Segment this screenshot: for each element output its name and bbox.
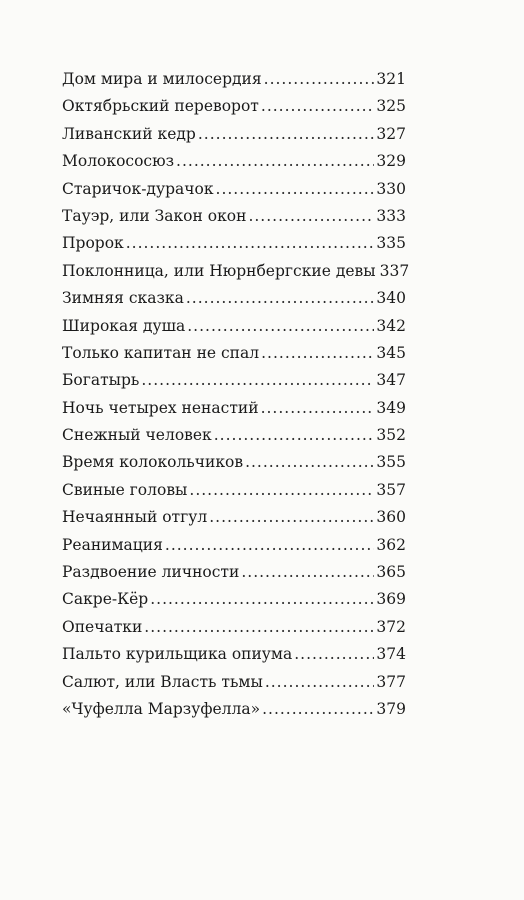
dot-leader — [186, 285, 375, 312]
toc-entry-page: 347 — [376, 371, 406, 390]
toc-entry-title: Раздвоение личности — [62, 563, 240, 582]
dot-leader — [294, 641, 374, 668]
toc-entry-page: 360 — [376, 508, 406, 527]
toc-entry — [62, 504, 406, 531]
toc-entry — [62, 532, 406, 559]
toc-entry-title: Нечаянный отгул — [62, 508, 208, 527]
toc-entry-page: 327 — [376, 124, 406, 143]
dot-leader — [261, 340, 374, 367]
toc-entry — [62, 367, 406, 394]
toc-entry-title: Богатырь — [62, 371, 140, 390]
toc-entry-title: Свиные головы — [62, 480, 188, 499]
toc-entry-page: 321 — [376, 70, 406, 88]
toc-entry-title: Тауэр, или Закон окон — [62, 206, 247, 225]
toc-entry-page: 335 — [376, 234, 406, 253]
toc-entry — [62, 422, 406, 449]
dot-leader — [241, 559, 374, 586]
toc-entry-page: 337 — [379, 261, 410, 280]
dot-leader — [214, 422, 375, 449]
toc-entry — [62, 340, 406, 367]
dot-leader — [262, 696, 374, 723]
toc-entry — [62, 669, 406, 696]
dot-leader — [198, 121, 375, 148]
toc-entry-title: Пальто курильщика опиума — [62, 645, 293, 664]
dot-leader — [144, 614, 374, 641]
toc-entry-page: 333 — [376, 206, 406, 225]
toc-entry — [62, 148, 406, 175]
toc-entry — [62, 203, 406, 230]
toc-entry-title: Дом мира и милосердия — [62, 70, 262, 88]
toc-entry-title: Зимняя сказка — [62, 289, 184, 308]
toc-entry — [62, 66, 406, 93]
toc-entry-title: Ливанский кедр — [62, 124, 196, 143]
toc-entry — [62, 449, 406, 476]
toc-entry — [62, 285, 406, 312]
toc-entry — [62, 176, 406, 203]
toc-entry-title: Пророк — [62, 234, 124, 253]
toc-entry-title: Сакре-Кёр — [62, 590, 149, 609]
toc-entry-title: Широкая душа — [62, 316, 186, 335]
toc-entry-page: 369 — [376, 590, 406, 609]
toc-entry — [62, 313, 406, 340]
toc-entry-title: Салют, или Власть тьмы — [62, 672, 263, 691]
toc-entry-title: Снежный человек — [62, 426, 212, 445]
toc-entry-page: 355 — [376, 453, 406, 472]
dot-leader — [126, 230, 375, 257]
toc-entry-page: 379 — [376, 699, 406, 718]
dot-leader — [265, 669, 375, 696]
dot-leader — [261, 93, 375, 120]
toc-entry-title: Старичок-дурачок — [62, 179, 214, 198]
toc-entry-title: «Чуфелла Марзуфелла» — [62, 699, 261, 718]
table-of-contents — [62, 66, 410, 723]
toc-entry — [62, 641, 406, 668]
toc-entry-title: Ночь четырех ненастий — [62, 398, 259, 417]
toc-entry — [62, 477, 406, 504]
dot-leader — [261, 395, 375, 422]
toc-entry-title: Октябрьский переворот — [62, 97, 259, 116]
toc-entry — [62, 121, 406, 148]
toc-entry-page: 342 — [376, 316, 406, 335]
toc-entry-page: 377 — [376, 672, 406, 691]
dot-leader — [248, 203, 374, 230]
toc-entry-page: 352 — [376, 426, 406, 445]
toc-entry-page: 357 — [376, 480, 406, 499]
toc-entry — [62, 586, 406, 613]
toc-entry — [62, 696, 406, 723]
toc-entry — [62, 614, 406, 641]
toc-entry — [62, 258, 410, 285]
toc-entry-page: 325 — [376, 97, 406, 116]
toc-entry-page: 345 — [376, 343, 406, 362]
toc-entry-title: Время колокольчиков — [62, 453, 244, 472]
dot-leader — [141, 367, 374, 394]
toc-entry-page: 349 — [376, 398, 406, 417]
toc-entry — [62, 395, 406, 422]
toc-entry — [62, 230, 406, 257]
dot-leader — [264, 66, 375, 93]
toc-entry-page: 340 — [376, 289, 406, 308]
toc-entry-page: 362 — [376, 535, 406, 554]
dot-leader — [165, 532, 375, 559]
toc-entry-title: Только капитан не спал — [62, 343, 260, 362]
toc-entry-title: Реанимация — [62, 535, 163, 554]
toc-entry-title: Опечатки — [62, 617, 143, 636]
toc-entry-title: Молокососюз — [62, 152, 175, 171]
toc-entry-page: 365 — [376, 563, 406, 582]
toc-entry-title: Поклонница, или Нюрнбергские девы — [62, 261, 376, 280]
toc-entry — [62, 93, 406, 120]
dot-leader — [189, 477, 374, 504]
toc-entry-page: 374 — [376, 645, 406, 664]
dot-leader — [150, 586, 374, 613]
toc-entry-page: 329 — [376, 152, 406, 171]
dot-leader — [209, 504, 374, 531]
toc-entry — [62, 559, 406, 586]
toc-entry-page: 372 — [376, 617, 406, 636]
dot-leader — [176, 148, 374, 175]
dot-leader — [245, 449, 374, 476]
toc-entry-page: 330 — [376, 179, 406, 198]
dot-leader — [216, 176, 375, 203]
dot-leader — [187, 313, 374, 340]
